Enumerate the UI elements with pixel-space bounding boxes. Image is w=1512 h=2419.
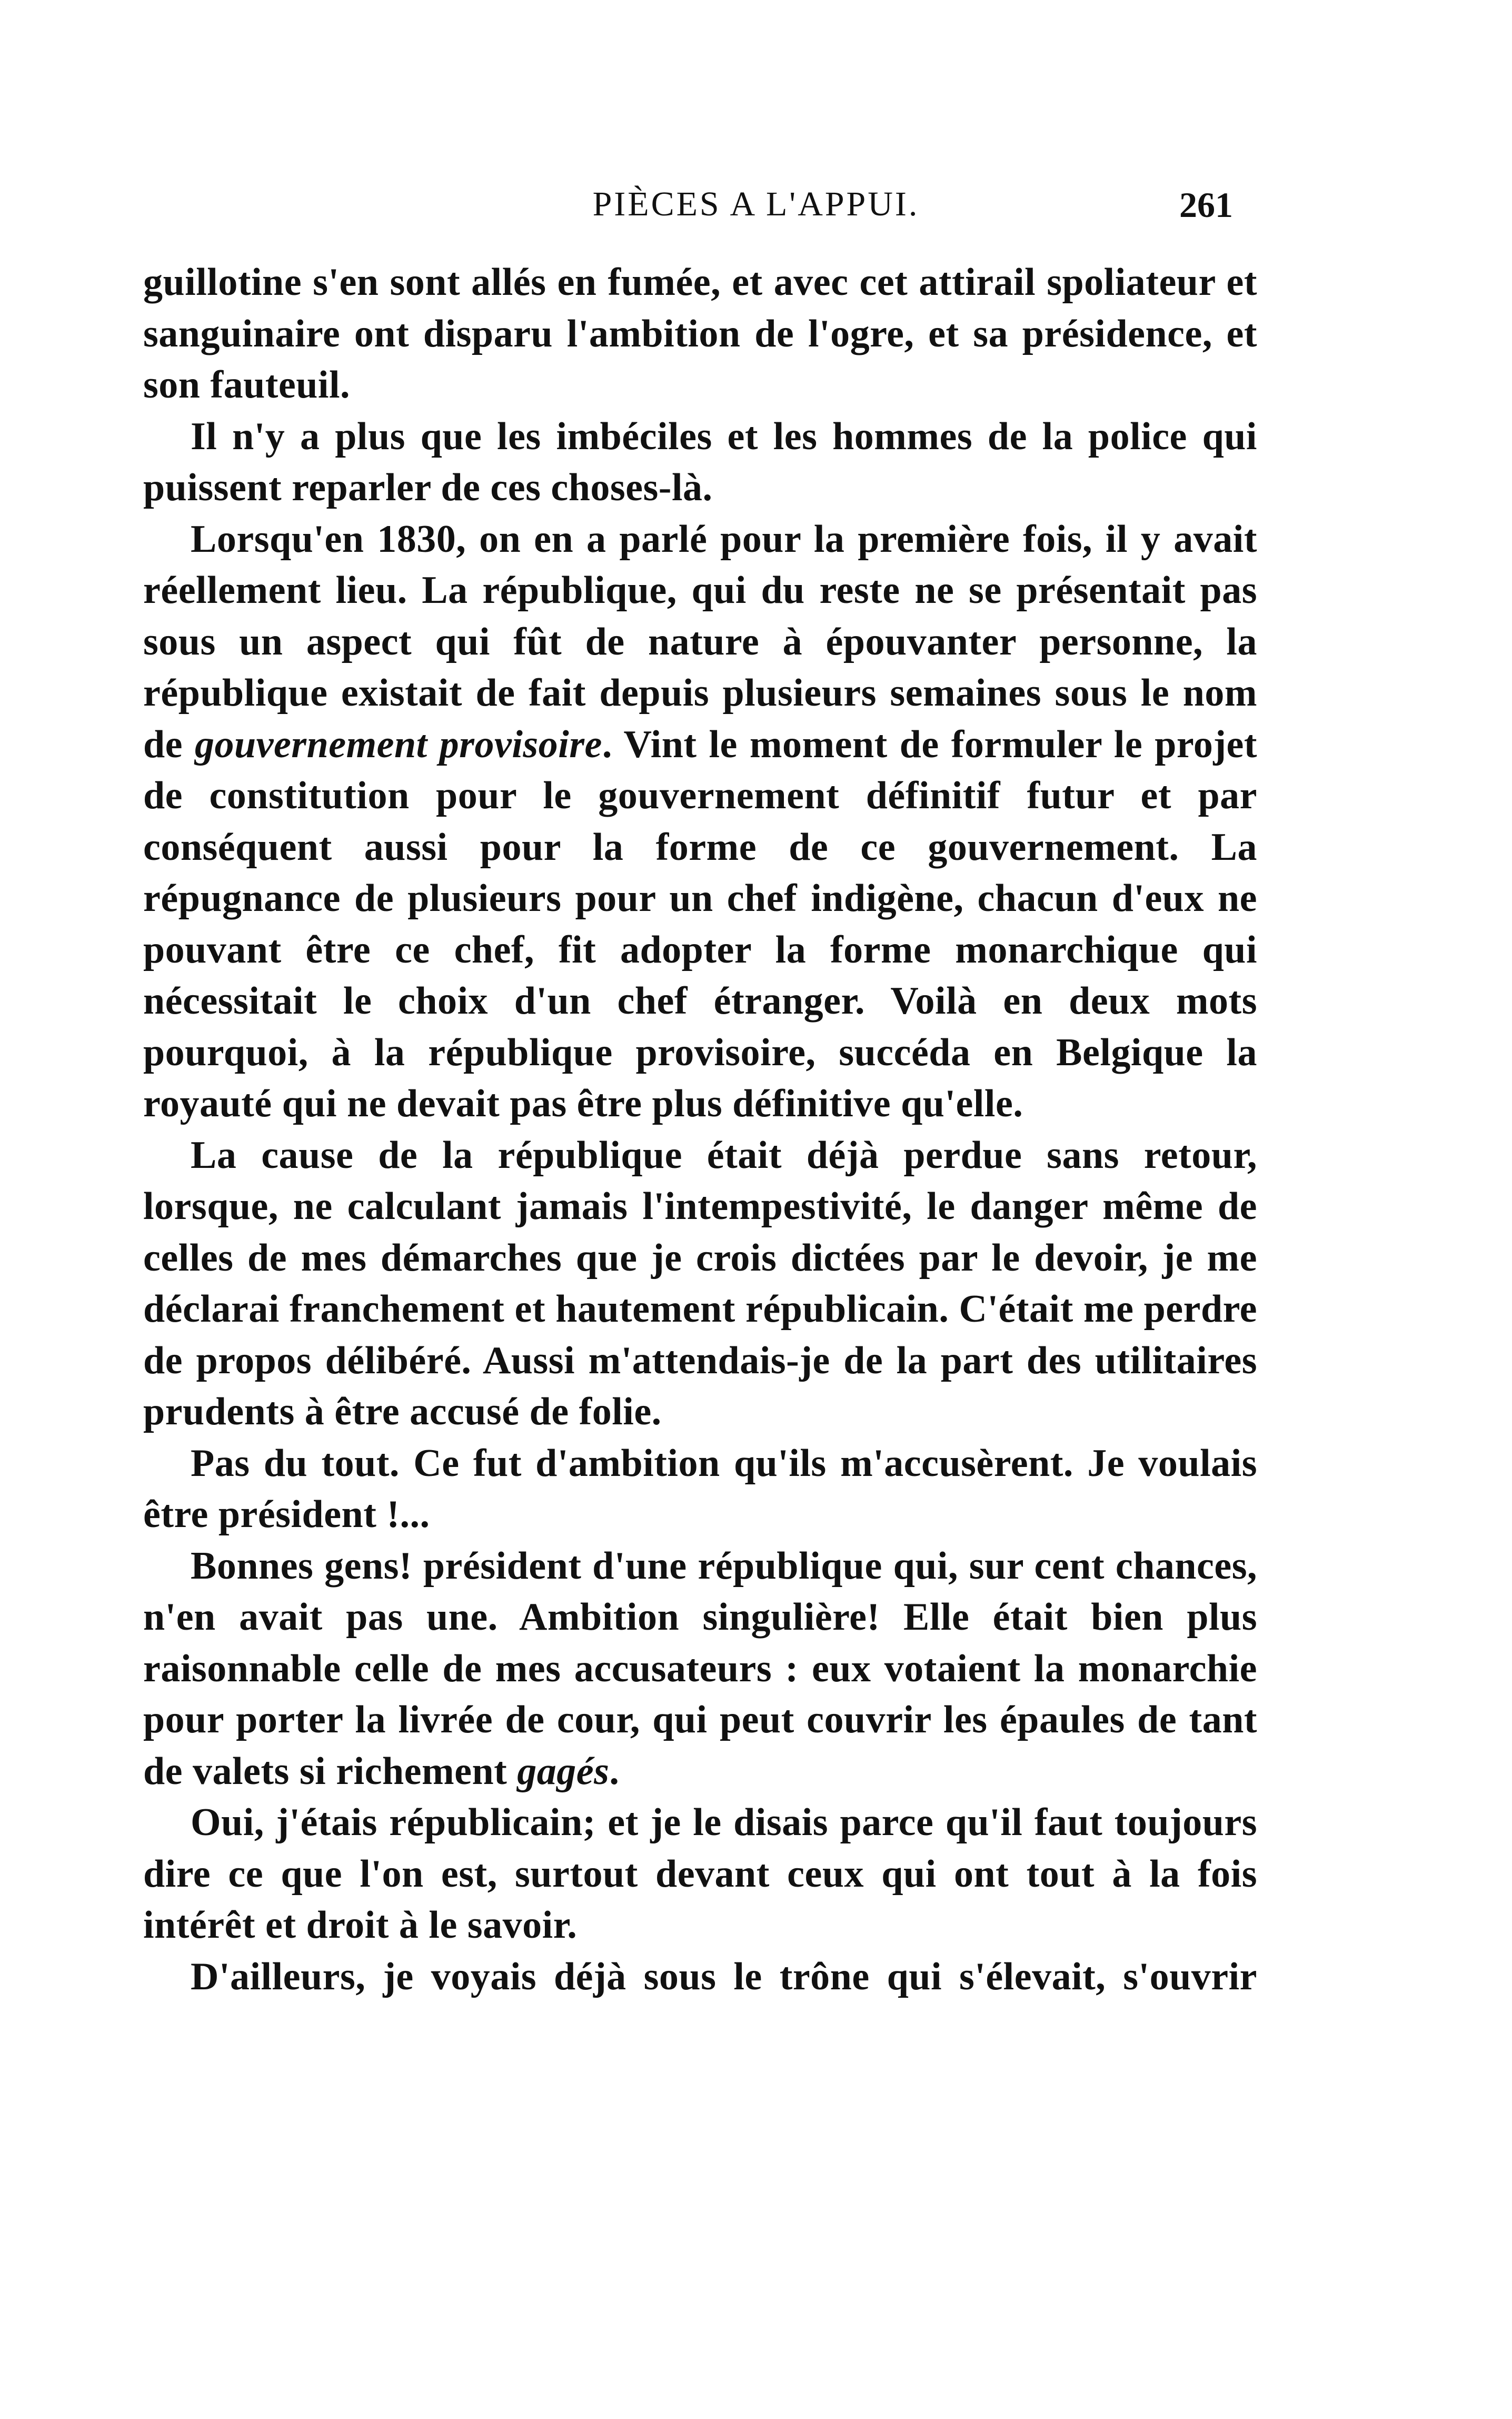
- paragraph-8: D'ailleurs, je voyais déjà sous le trône qui s'élevait, s'ouvrir: [191, 1955, 1257, 1998]
- paragraph-6-italic: gagés: [517, 1749, 610, 1793]
- paragraph-5: Pas du tout. Ce fut d'ambition qu'ils m'accusèrent. Je voulais être président !...: [143, 1441, 1257, 1536]
- running-head: [0, 174, 1512, 226]
- paragraph-2: Il n'y a plus que les imbéciles et les hommes de la police qui puissent reparler de ces choses-là.: [143, 414, 1257, 509]
- paragraph-6-text-a: Bonnes gens! président d'une république qui, sur cent chances, n'en avait pas une. Ambition singulière! Elle était bien plus raisonnable celle de mes accusateurs : eux votaient la monarchie pour porter la livrée de cour, qui peut couvrir les épaules de tant de valets si richement: [143, 1544, 1257, 1793]
- paragraph-3-text-b: . Vint le moment de formuler le projet de constitution pour le gouvernement définitif futur et par conséquent aussi pour la forme de ce gouvernement. La répugnance de plusieurs pour un chef indigène, chacun d'eux ne pouvant être ce chef, fit adopter la forme monarchique qui nécessitait le choix d'un chef étranger. Voilà en deux mots pourquoi, à la république provisoire, succéda en Belgique la royauté qui ne devait pas être plus définitive qu'elle.: [143, 722, 1257, 1125]
- running-title: PIÈCES A L'APPUI.: [592, 185, 920, 223]
- paragraph-6: [143, 1541, 1257, 1798]
- paragraph-3: [143, 514, 1257, 1130]
- page-number: 261: [1179, 185, 1233, 225]
- paragraph-3-text-a: Lorsqu'en 1830, on en a parlé pour la première fois, il y avait réellement lieu. La république, qui du reste ne se présentait pas sous un aspect qui fût de nature à épouvanter personne, la république existait de fait depuis plusieurs semaines sous le nom de: [143, 517, 1257, 766]
- paragraph-3-italic: gouvernement provisoire: [194, 722, 602, 766]
- paragraph-4: La cause de la république était déjà perdue sans retour, lorsque, ne calculant jamais l'intempestivité, le danger même de celles de mes démarches que je crois dictées par le devoir, je me déclarai franchement et hautement républicain. C'était me perdre de propos délibéré. Aussi m'attendais-je de la part des utilitaires prudents à être accusé de folie.: [143, 1133, 1257, 1433]
- paragraph-7: Oui, j'étais républicain; et je le disais parce qu'il faut toujours dire ce que l'on est, surtout devant ceux qui ont tout à la fois intérêt et droit à le savoir.: [143, 1801, 1257, 1947]
- body-text: [143, 257, 1257, 2002]
- paragraph-6-text-b: .: [609, 1749, 620, 1793]
- paragraph-1: guillotine s'en sont allés en fumée, et avec cet attirail spoliateur et sanguinaire ont disparu l'ambition de l'ogre, et sa présidence, et son fauteuil.: [143, 261, 1257, 407]
